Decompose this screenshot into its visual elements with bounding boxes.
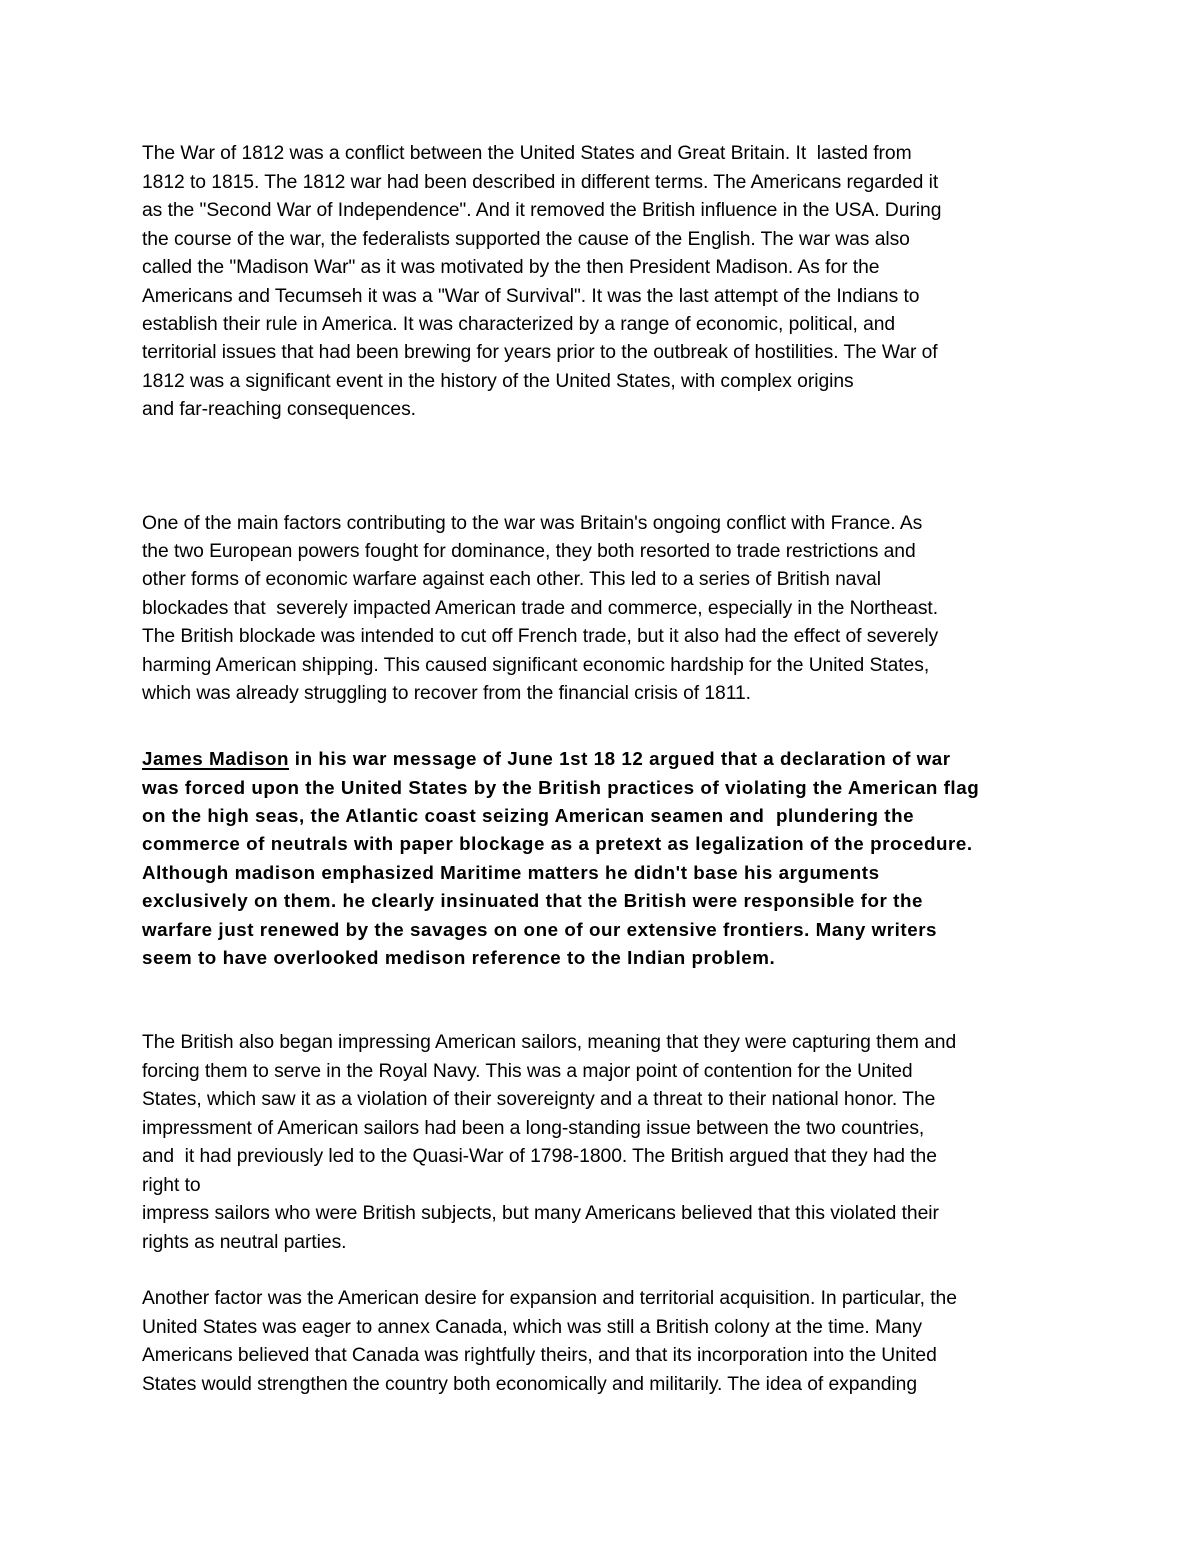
text-line: States would strengthen the country both economically and militarily. The idea of expanding <box>142 1374 918 1395</box>
text-line: the two European powers fought for dominance, they both resorted to trade restrictions and <box>142 541 916 562</box>
text-line: commerce of neutrals with paper blockage as a pretext as legalization of the procedure. <box>142 833 973 854</box>
text-line: 1812 was a significant event in the history of the United States, with complex origins <box>142 371 854 392</box>
text-line: The British blockade was intended to cut off French trade, but it also had the effect of severely <box>142 626 939 647</box>
text-line: and it had previously led to the Quasi-War of 1798-1800. The British argued that they had the <box>142 1146 937 1167</box>
text-line: exclusively on them. he clearly insinuated that the British were responsible for the <box>142 890 923 911</box>
text-line: forcing them to serve in the Royal Navy. This was a major point of contention for the United <box>142 1061 913 1082</box>
text-line: The British also began impressing American sailors, meaning that they were capturing them and <box>142 1032 957 1053</box>
text-line: impress sailors who were British subjects, but many Americans believed that this violated their <box>142 1203 939 1224</box>
text-line: and far-reaching consequences. <box>142 399 416 420</box>
text-line: on the high seas, the Atlantic coast seizing American seamen and plundering the <box>142 805 915 826</box>
text-line: impressment of American sailors had been a long-standing issue between the two countries, <box>142 1118 925 1139</box>
text-line: Americans and Tecumseh it was a "War of Survival". It was the last attempt of the Indians to <box>142 286 920 307</box>
text-run: in his war message of June 1st 18 12 argued that a declaration of war <box>289 748 951 769</box>
text-line: called the "Madison War" as it was motivated by the then President Madison. As for the <box>142 257 880 278</box>
text-line: territorial issues that had been brewing for years prior to the outbreak of hostilities. The War of <box>142 342 938 363</box>
text-line: blockades that severely impacted American trade and commerce, especially in the Northeast. <box>142 598 939 619</box>
text-line: Another factor was the American desire for expansion and territorial acquisition. In particular, the <box>142 1288 957 1309</box>
text-line <box>142 747 951 771</box>
person-name-underlined: James Madison <box>142 748 290 769</box>
text-line: was forced upon the United States by the British practices of violating the American flag <box>142 777 980 798</box>
text-line: right to <box>142 1175 201 1196</box>
text-line: harming American shipping. This caused significant economic hardship for the United States, <box>142 655 930 676</box>
text-line: Americans believed that Canada was rightfully theirs, and that its incorporation into the United <box>142 1345 937 1366</box>
text-line: States, which saw it as a violation of their sovereignty and a threat to their national honor. The <box>142 1089 936 1110</box>
text-line: as the "Second War of Independence". And it removed the British influence in the USA. During <box>142 200 942 221</box>
text-line: Although madison emphasized Maritime matters he didn't base his arguments <box>142 862 880 883</box>
text-line: 1812 to 1815. The 1812 war had been described in different terms. The Americans regarded it <box>142 172 939 193</box>
text-line: One of the main factors contributing to the war was Britain's ongoing conflict with France. As <box>142 513 923 534</box>
text-line: The War of 1812 was a conflict between the United States and Great Britain. It lasted from <box>142 143 912 164</box>
text-line: warfare just renewed by the savages on one of our extensive frontiers. Many writers <box>142 919 938 940</box>
text-line: establish their rule in America. It was characterized by a range of economic, political, and <box>142 314 896 335</box>
text-line: the course of the war, the federalists supported the cause of the English. The war was also <box>142 229 910 250</box>
text-line: United States was eager to annex Canada, which was still a British colony at the time. Many <box>142 1317 922 1338</box>
text-line: other forms of economic warfare against each other. This led to a series of British naval <box>142 569 881 590</box>
text-line: which was already struggling to recover from the financial crisis of 1811. <box>142 683 751 704</box>
text-line: rights as neutral parties. <box>142 1232 347 1253</box>
text-line: seem to have overlooked medison reference to the Indian problem. <box>142 947 776 968</box>
